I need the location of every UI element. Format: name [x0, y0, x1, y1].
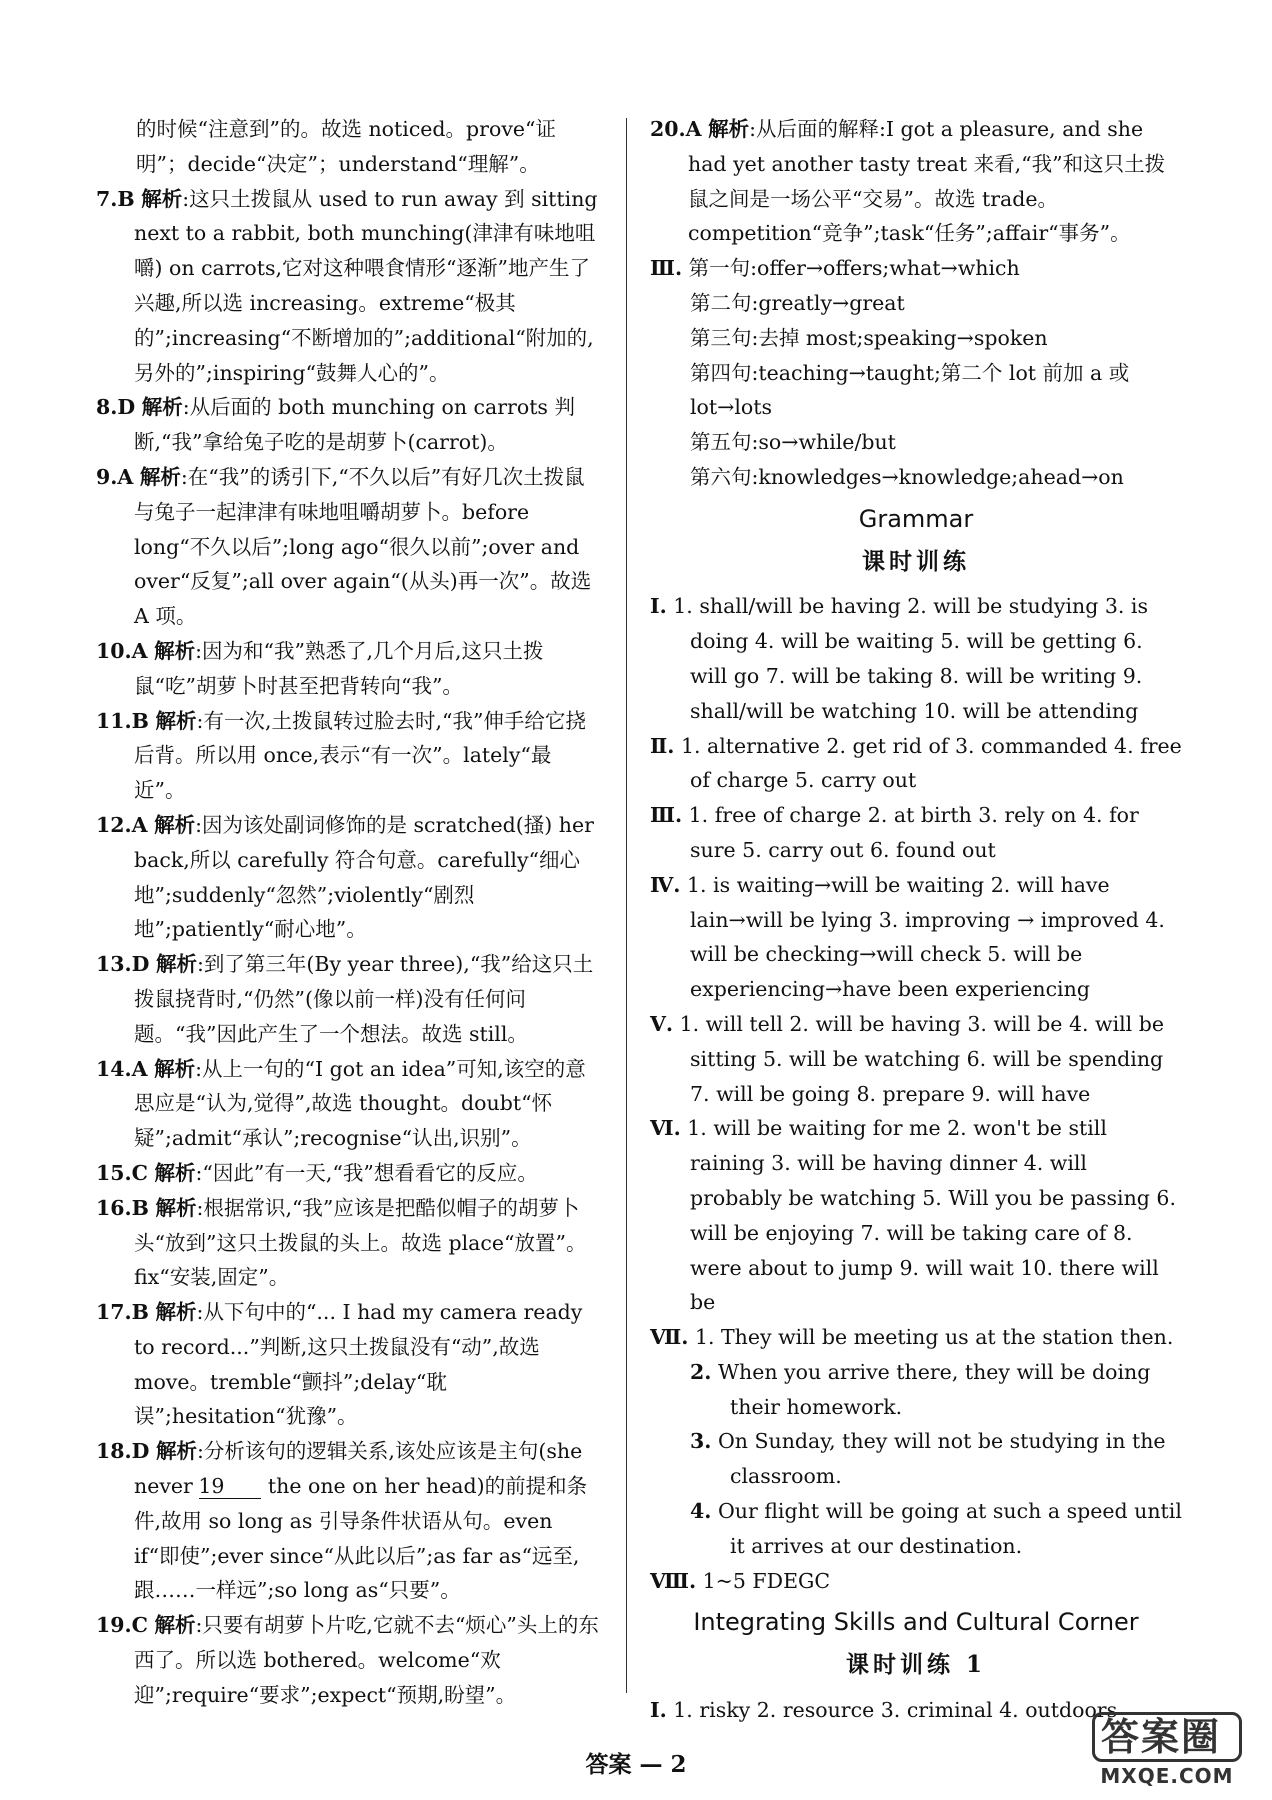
item-number: 16.B	[96, 1195, 149, 1220]
item-number: Ⅰ.	[650, 594, 667, 619]
left-item	[96, 1156, 600, 1191]
item-number: 12.A	[96, 812, 148, 837]
item-number: 19.C	[96, 1613, 148, 1638]
analysis-label: 解析	[155, 1300, 197, 1325]
item-text: :因为和“我”熟悉了,几个月后,这只土拨鼠“吃”胡萝卜时甚至把背转向“我”。	[134, 638, 544, 698]
item-number: 10.A	[96, 638, 148, 663]
item-text: 第一句:offer→offers;what→which	[688, 256, 1020, 281]
item-number: 9.A	[96, 464, 134, 489]
item-text: :“因此”有一天,“我”想看看它的反应。	[195, 1160, 538, 1185]
item-number: Ⅶ.	[650, 1325, 689, 1350]
item-number: 4.	[690, 1499, 712, 1524]
grammar-item	[650, 1564, 1182, 1599]
analysis-label: 解析	[154, 1056, 196, 1081]
item-text: :因为该处副词修饰的是 scratched(搔) her back,所以 carefully 符合句意。carefully“细心地”;suddenly“忽然”;violently“剧烈地”;patiently“耐心地”。	[134, 812, 594, 942]
left-item	[96, 112, 600, 182]
skills-title: Integrating Skills and Cultural Corner	[693, 1608, 1139, 1637]
grammar-subtitle: 课时训练	[862, 547, 970, 575]
right-top-section	[650, 112, 1182, 495]
analysis-label: 解析	[154, 1613, 196, 1638]
left-item	[96, 182, 600, 391]
item-number: 2.	[690, 1359, 712, 1384]
item-number: 3.	[690, 1429, 712, 1454]
right-top-item	[650, 356, 1182, 426]
item-number: 14.A	[96, 1056, 148, 1081]
grammar-item	[650, 798, 1182, 868]
item-number: 15.C	[96, 1160, 148, 1185]
left-item	[96, 390, 600, 460]
item-text: 第二句:greatly→great	[690, 290, 905, 315]
left-item	[96, 1052, 600, 1156]
item-text: 1. is waiting→will be waiting 2. will have lain→will be lying 3. improving → improved 4. will be checking→will check 5. will be experiencing→have been experiencing	[686, 872, 1165, 1002]
analysis-label: 解析	[141, 186, 183, 211]
item-number: 20.A	[650, 117, 702, 141]
item-text: 1. alternative 2. get rid of 3. commanded 4. free of charge 5. carry out	[680, 733, 1182, 793]
item-text: :在“我”的诱引下,“不久以后”有好几次土拨鼠与兔子一起津津有味地咀嚼胡萝卜。before long“不久以后”;long ago“很久以前”;over and over“反复”;all over again“(从头)再一次”。故选 A 项。	[134, 464, 592, 629]
left-item	[96, 947, 600, 1051]
left-item	[96, 808, 600, 947]
grammar-item	[650, 729, 1182, 799]
item-text: On Sunday, they will not be studying in the classroom.	[717, 1429, 1166, 1489]
grammar-item	[650, 1424, 1182, 1494]
left-item	[96, 460, 600, 634]
skills-subtitle: 课时训练 1	[845, 1651, 986, 1679]
item-text-continued: the one on her head)的前提和条件,故用 so long as 引导条件状语从句。even if“即使”;ever since“从此以后”;as far as“远至,跟……一样远”;so long as“只要”。	[134, 1474, 588, 1603]
item-number: Ⅷ.	[650, 1568, 697, 1593]
item-text: 第四句:teaching→taught;第二个 lot 前加 a 或 lot→lots	[690, 360, 1130, 420]
analysis-label: 解析	[154, 638, 196, 663]
grammar-item	[650, 589, 1182, 728]
right-top-item	[650, 112, 1182, 251]
item-text: 1. shall/will be having 2. will be studying 3. is doing 4. will be waiting 5. will be getting 6. will go 7. will be taking 8. will be writing 9. shall/will be watching 10. will be attending	[673, 594, 1149, 723]
blank-number: 19	[199, 1474, 261, 1499]
grammar-item	[650, 1355, 1182, 1425]
item-text: 1. risky 2. resource 3. criminal 4. outdoors	[673, 1698, 1118, 1723]
item-text: :只要有胡萝卜片吃,它就不去“烦心”头上的东西了。所以选 bothered。welcome“欢迎”;require“要求”;expect“预期,盼望”。	[134, 1613, 599, 1707]
analysis-label: 解析	[139, 464, 181, 489]
analysis-label: 解析	[154, 812, 196, 837]
item-text: 1. will be waiting for me 2. won't be still raining 3. will be having dinner 4. will probably be watching 5. Will you be passing 6. will be enjoying 7. will be taking care of 8. were about to jump 9. will wait 10. there will be	[687, 1116, 1176, 1315]
item-number: Ⅲ.	[650, 256, 683, 281]
right-top-item	[650, 286, 1182, 321]
watermark-logo	[1092, 1712, 1242, 1788]
item-number: Ⅲ.	[650, 803, 683, 828]
item-number: Ⅱ.	[650, 733, 675, 758]
item-text: :从后面的 both munching on carrots 判断,“我”拿给兔子吃的是胡萝卜(carrot)。	[134, 395, 575, 455]
left-item	[96, 1295, 600, 1434]
item-text: 1~5 FDEGC	[702, 1568, 831, 1593]
grammar-item	[650, 1007, 1182, 1111]
item-text: :从后面的解释:I got a pleasure, and she had yet another tasty treat 来看,“我”和这只土拨鼠之间是一场公平“交易”。故选 trade。competition“竞争”;task“任务”;affair“事务”。	[688, 117, 1166, 246]
analysis-label: 解析	[155, 1195, 197, 1220]
analysis-label: 解析	[155, 708, 197, 733]
item-text: 1. They will be meeting us at the station then.	[694, 1325, 1174, 1350]
right-top-item	[650, 251, 1182, 286]
item-text: :有一次,土拨鼠转过脸去时,“我”伸手给它挠后背。所以用 once,表示“有一次”。lately“最近”。	[134, 708, 586, 803]
right-top-item	[650, 321, 1182, 356]
item-text: :根据常识,“我”应该是把酷似帽子的胡萝卜头“放到”这只土拨鼠的头上。故选 place“放置”。fix“安装,固定”。	[134, 1195, 587, 1290]
watermark-bottom: MXQE.COM	[1100, 1764, 1234, 1788]
page-footer: 答案 — 2	[585, 1751, 687, 1778]
analysis-label: 解析	[155, 952, 197, 977]
item-text: :这只土拨鼠从 used to run away 到 sitting next to a rabbit, both munching(津津有味地咀嚼) on carrots,它对这种喂食情形“逐渐”地产生了兴趣,所以选 increasing。extreme“极其的”;increasing“不断增加的”;additional“附加的,另外的”;inspiring“鼓舞人心的”。	[134, 186, 598, 385]
left-item	[96, 1608, 600, 1712]
item-text: 第五句:so→while/but	[690, 430, 896, 455]
item-text: Our flight will be going at such a speed until it arrives at our destination.	[717, 1499, 1182, 1558]
analysis-label: 解析	[141, 395, 183, 420]
grammar-item	[650, 868, 1182, 1007]
item-number: Ⅰ.	[650, 1698, 667, 1723]
item-number: 8.D	[96, 395, 136, 420]
item-text: 1. free of charge 2. at birth 3. rely on 4. for sure 5. carry out 6. found out	[688, 803, 1139, 862]
grammar-item	[650, 1111, 1182, 1320]
right-column	[650, 112, 1182, 1728]
item-text: 第三句:去掉 most;speaking→spoken	[690, 325, 1048, 350]
grammar-item	[650, 1320, 1182, 1355]
item-number: Ⅵ.	[650, 1116, 681, 1141]
item-number: 13.D	[96, 952, 150, 977]
item-text: :分析该句的逻辑关系,该处应该是主句(she never	[134, 1439, 583, 1499]
analysis-label: 解析	[155, 1439, 197, 1464]
item-text: :从下句中的“... I had my camera ready to record...”判断,这只土拨鼠没有“动”,故选 move。tremble“颤抖”;delay“耽误”;hesitation“犹豫”。	[134, 1300, 583, 1429]
watermark-top: 答案圈	[1092, 1712, 1242, 1762]
left-item	[96, 634, 600, 704]
item-number: 11.B	[96, 708, 149, 733]
left-item	[96, 1434, 600, 1608]
left-item	[96, 1191, 600, 1295]
analysis-label: 解析	[154, 1160, 196, 1185]
item-text: :从上一句的“I got an idea”可知,该空的意思应是“认为,觉得”,故选 thought。doubt“怀疑”;admit“承认”;recognise“认出,识别”。	[134, 1056, 586, 1151]
column-divider	[626, 118, 627, 1693]
left-column	[96, 112, 600, 1713]
item-text: 第六句:knowledges→knowledge;ahead→on	[690, 464, 1124, 489]
analysis-label: 解析	[708, 117, 750, 141]
grammar-item	[650, 1494, 1182, 1564]
item-text: 的时候“注意到”的。故选 noticed。prove“证明”；decide“决定”；understand“理解”。	[136, 117, 557, 176]
grammar-title: Grammar	[858, 504, 974, 533]
item-number: 18.D	[96, 1439, 150, 1464]
item-number: Ⅴ.	[650, 1011, 674, 1036]
item-number: Ⅳ.	[650, 872, 681, 897]
item-number: 7.B	[96, 186, 135, 211]
item-text: :到了第三年(By year three),“我”给这只土拨鼠挠背时,“仍然”(像以前一样)没有任何问题。“我”因此产生了一个想法。故选 still。	[134, 952, 594, 1046]
left-item	[96, 704, 600, 808]
item-number: 17.B	[96, 1300, 149, 1325]
grammar-answers	[650, 589, 1182, 1598]
item-text: 1. will tell 2. will be having 3. will be 4. will be sitting 5. will be watching 6. will be spending 7. will be going 8. prepare 9. will have	[679, 1011, 1165, 1106]
item-text: When you arrive there, they will be doing their homework.	[717, 1359, 1151, 1419]
right-top-item	[650, 460, 1182, 495]
right-top-item	[650, 425, 1182, 460]
